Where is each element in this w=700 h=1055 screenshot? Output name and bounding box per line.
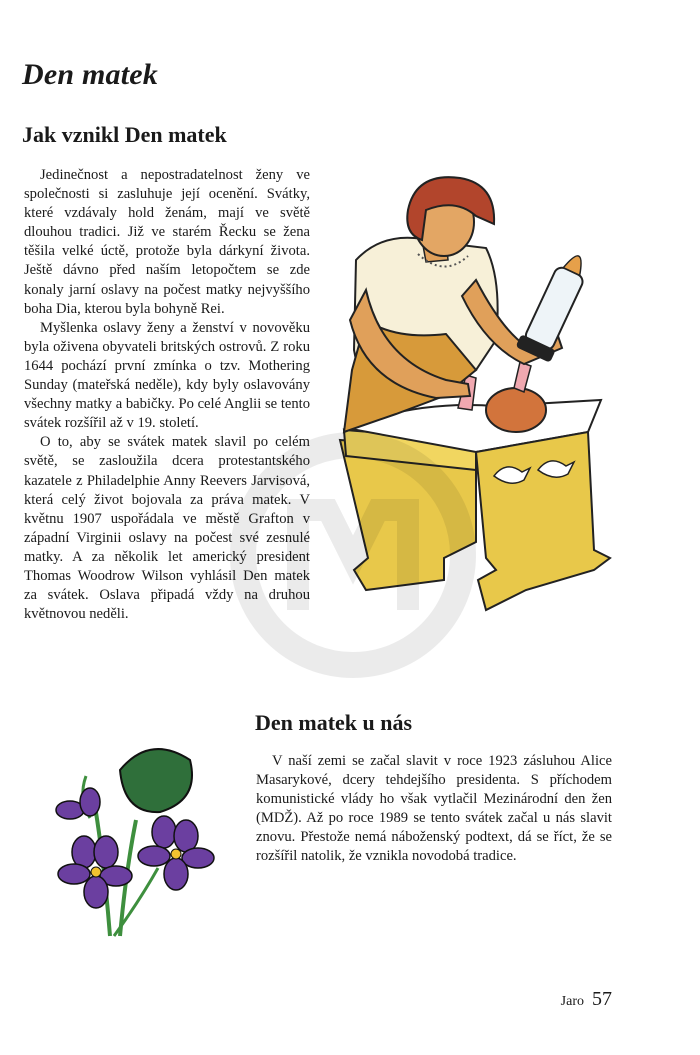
- page-title: Den matek: [22, 58, 158, 91]
- paragraph: Jedinečnost a nepostradatelnost ženy ve společnosti si zasluhuje její ocenění. Svátky, které vzdávaly hold ženám, mají ve světě dlouhou tradici. Již ve starém Řecku se žena těšila velké úctě, protože byla dárkyní života. Ještě dávno před naším letopočtem se zde konaly jarní oslavy na počest matky nejvyššího boha Dia, kterou byla bohyně Rei.: [24, 167, 310, 317]
- paragraph: O to, aby se svátek matek slavil po celém světě, se zasloužila dcera protestantského kazatele z Philadelphie Anny Reevers Jarvisová, která celý život bojovala za práva matek. V květnu 1907 uspořádala ve městě Grafton v západní Virginii oslavy na počest své zesnulé matky. A za několik let americký president Thomas Woodrow Wilson vyhlásil Den matek za svátek. Oslava připadá vždy na druhou květnovou neděli.: [24, 434, 310, 623]
- page-number: 57: [592, 988, 612, 1010]
- violet-flowers-illustration: [40, 740, 220, 940]
- section-heading-czech: Den matek u nás: [255, 710, 413, 735]
- paragraph: V naší zemi se začal slavit v roce 1923 zásluhou Alice Masarykové, dcery tehdejšího presidenta. S příchodem komunistické vlády ho však vytlačil Mezinárodní den žen (MDŽ). Až po roce 1989 se tento svátek začal u nás slavit znovu. Přestože nemá náboženský podtext, dá se říct, že se rozšířil natolik, že vznikla novodobá tradice.: [256, 753, 612, 865]
- mother-cradle-illustration: [326, 170, 616, 640]
- section-origin-text: [24, 166, 310, 624]
- page-footer: [561, 988, 612, 1011]
- footer-section-name: Jaro: [560, 994, 584, 1009]
- section-heading-origin: Jak vznikl Den matek: [22, 122, 227, 147]
- paragraph: Myšlenka oslavy ženy a ženství v novověku byla oživena obyvateli britských ostrovů. Z roku 1644 pochází první zmínka o tzv. Mothering Sunday (mateřská neděle), kdy byly oslavovány všechny matky a babičky. Po celé Anglii se tento svátek rozšířil až v 19. století.: [24, 319, 310, 432]
- section-czech-text: [256, 752, 612, 867]
